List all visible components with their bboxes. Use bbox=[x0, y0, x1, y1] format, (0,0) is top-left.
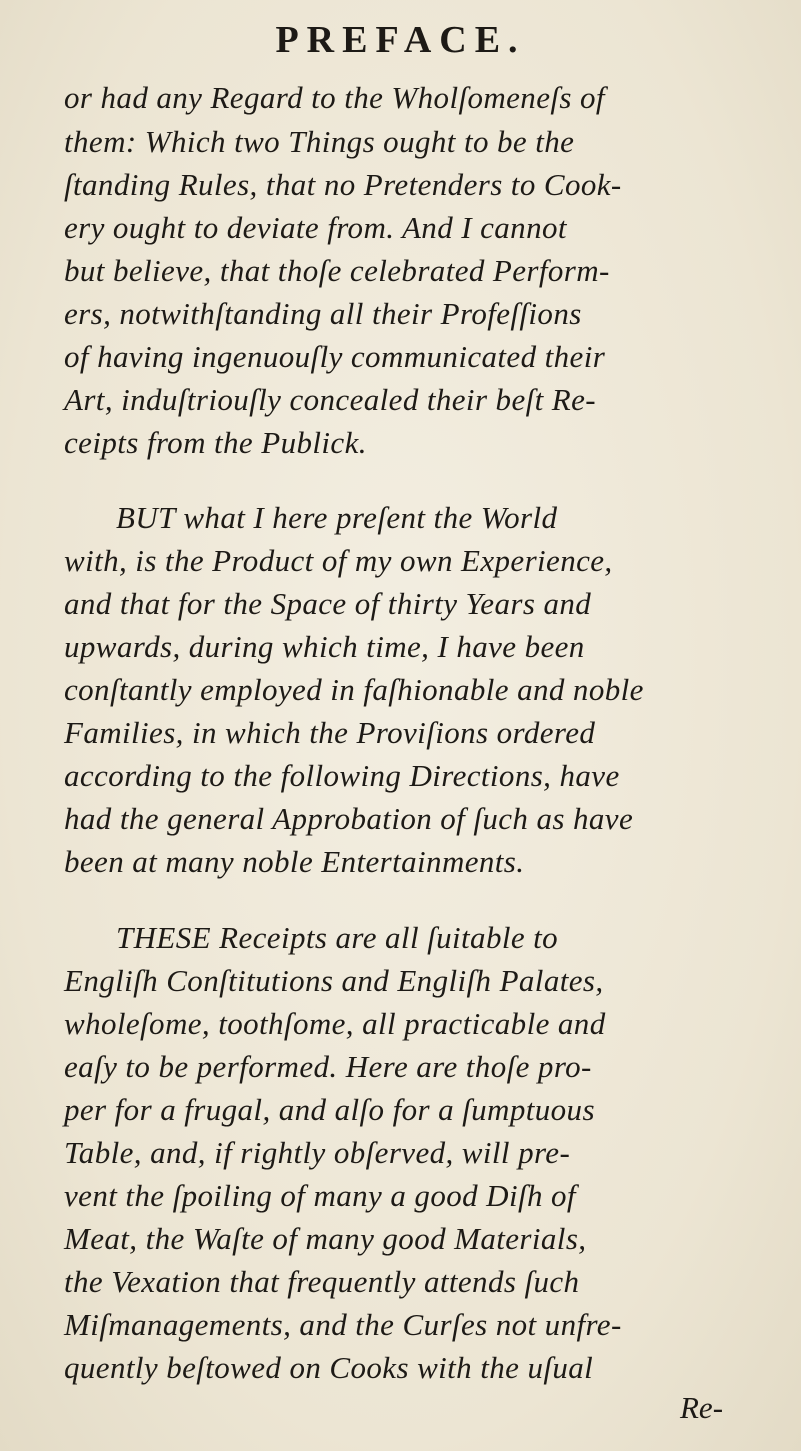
text-line: vent the ſpoiling of many a good Diſh of bbox=[64, 1178, 576, 1213]
running-head: PREFACE. bbox=[275, 19, 526, 61]
text-line: ceipts from the Publick. bbox=[64, 425, 367, 460]
text-line: and that for the Space of thirty Years and bbox=[64, 586, 592, 621]
text-line: conſtantly employed in faſhionable and noble bbox=[64, 672, 644, 707]
text-line: quently beſtowed on Cooks with the uſual bbox=[64, 1350, 594, 1385]
text-line: THESE Receipts are all ſuitable to bbox=[116, 920, 559, 955]
text-line: Table, and, if rightly obſerved, will pre- bbox=[64, 1135, 571, 1170]
text-line: eaſy to be performed. Here are thoſe pro- bbox=[64, 1049, 592, 1084]
text-line: ers, notwithſtanding all their Profeſſions bbox=[64, 296, 582, 331]
text-line: Engliſh Conſtitutions and Engliſh Palates, bbox=[64, 963, 604, 998]
text-line: them: Which two Things ought to be the bbox=[64, 124, 575, 159]
text-line: of having ingenuouſly communicated their bbox=[64, 339, 606, 374]
text-line: but believe, that thoſe celebrated Perform- bbox=[64, 253, 610, 288]
text-line: Meat, the Waſte of many good Materials, bbox=[64, 1221, 587, 1256]
text-line: had the general Approbation of ſuch as have bbox=[64, 801, 634, 836]
text-line: ſtanding Rules, that no Pretenders to Cook- bbox=[64, 167, 622, 202]
text-line: Miſmanagements, and the Curſes not unfre- bbox=[64, 1307, 622, 1342]
text-line: per for a frugal, and alſo for a ſumptuous bbox=[64, 1092, 595, 1127]
text-line: wholeſome, toothſome, all practicable and bbox=[64, 1006, 606, 1041]
text-line: according to the following Directions, have bbox=[64, 758, 620, 793]
text-line: been at many noble Entertainments. bbox=[64, 844, 525, 879]
text-line: ery ought to deviate from. And I cannot bbox=[64, 210, 567, 245]
text-line: BUT what I here preſent the World bbox=[116, 500, 558, 535]
text-line: upwards, during which time, I have been bbox=[64, 629, 585, 664]
catchword: Re- bbox=[680, 1390, 724, 1425]
text-line: or had any Regard to the Wholſomeneſs of bbox=[64, 80, 605, 115]
text-line: the Vexation that frequently attends ſuch bbox=[64, 1264, 580, 1299]
text-line: with, is the Product of my own Experience, bbox=[64, 543, 613, 578]
text-line: Art, induſtriouſly concealed their beſt Re- bbox=[64, 382, 597, 417]
text-line: Families, in which the Proviſions ordered bbox=[64, 715, 596, 750]
